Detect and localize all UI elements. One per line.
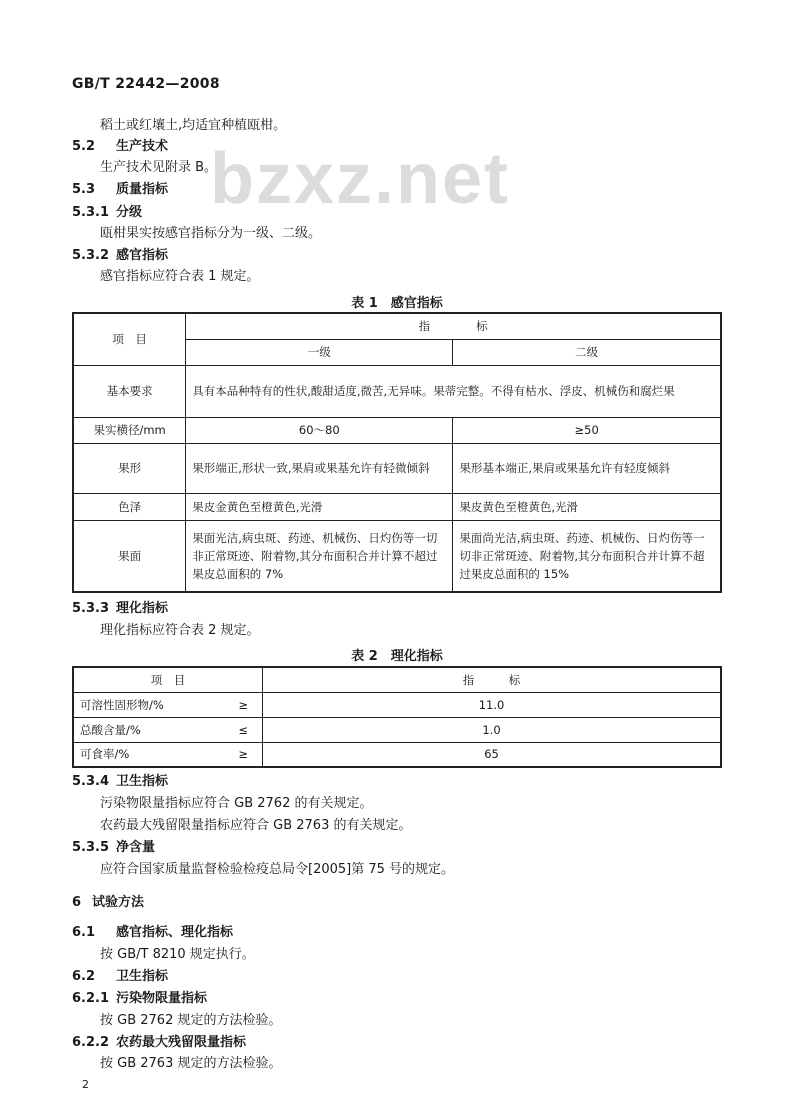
section-6-2-1-heading	[72, 990, 207, 1008]
page-number: 2	[82, 1078, 89, 1091]
section-5-3-3-text: 理化指标应符合表 2 规定。	[100, 623, 260, 638]
section-5-2-heading	[72, 138, 168, 156]
table-row	[73, 365, 721, 417]
table-row	[73, 493, 721, 520]
section-title: 生产技术	[116, 139, 169, 154]
section-title: 理化指标	[116, 601, 169, 616]
row-item: 果实横径/mm	[73, 417, 186, 443]
row-grade-2: 果形基本端正,果肩或果基允许有轻度倾斜	[453, 443, 721, 493]
section-title: 分级	[116, 205, 143, 220]
document-header: GB/T 22442—2008	[72, 76, 220, 92]
row-grade-2: ≥50	[453, 417, 721, 443]
header-index: 指 标	[263, 667, 721, 692]
header-item: 项 目	[73, 667, 263, 692]
section-5-3-4-text-1: 污染物限量指标应符合 GB 2762 的有关规定。	[100, 796, 373, 811]
row-item: 基本要求	[73, 365, 186, 417]
section-5-2-text: 生产技术见附录 B。	[100, 160, 218, 175]
section-title: 农药最大残留限量指标	[116, 1035, 247, 1050]
section-5-3-1-heading	[72, 204, 142, 222]
row-item: 可食率/%	[73, 742, 203, 767]
section-5-3-heading	[72, 181, 168, 199]
row-comparator: ≥	[203, 692, 263, 717]
section-6-2-heading	[72, 968, 168, 986]
table-row	[73, 520, 721, 592]
section-6-1-text: 按 GB/T 8210 规定执行。	[100, 947, 255, 962]
table-row	[73, 692, 721, 717]
section-6-heading	[72, 894, 144, 912]
section-number: 5.3	[72, 182, 96, 197]
header-index: 指 标	[186, 313, 721, 339]
table-row	[73, 742, 721, 767]
section-5-3-5-heading	[72, 839, 155, 857]
section-title: 净含量	[116, 840, 156, 855]
section-number: 5.3.1	[72, 205, 110, 220]
section-6-2-2-heading	[72, 1034, 246, 1052]
section-5-3-2-heading	[72, 247, 168, 265]
section-5-3-3-heading	[72, 600, 168, 618]
row-item: 可溶性固形物/%	[73, 692, 203, 717]
section-title: 卫生指标	[116, 969, 169, 984]
row-merged-value: 具有本品种特有的性状,酸甜适度,微苦,无异味。果蒂完整。不得有枯水、浮皮、机械伤和腐烂果	[186, 365, 721, 417]
section-number: 6.2.1	[72, 991, 110, 1006]
sensory-index-table	[72, 312, 722, 593]
section-number: 5.3.5	[72, 840, 110, 855]
section-number: 5.2	[72, 139, 96, 154]
section-6-2-1-text: 按 GB 2762 规定的方法检验。	[100, 1013, 282, 1028]
section-number: 6.1	[72, 925, 96, 940]
header-grade-2: 二级	[453, 339, 721, 365]
row-value: 65	[263, 742, 721, 767]
row-value: 1.0	[263, 717, 721, 742]
row-grade-1: 60～80	[186, 417, 453, 443]
row-value: 11.0	[263, 692, 721, 717]
section-number: 5.3.4	[72, 774, 110, 789]
section-title: 质量指标	[116, 182, 169, 197]
row-item: 总酸含量/%	[73, 717, 203, 742]
row-grade-2: 果皮黄色至橙黄色,光滑	[453, 493, 721, 520]
intro-text: 稻土或红壤土,均适宜种植瓯柑。	[100, 118, 287, 133]
table-2-title: 表 2 理化指标	[351, 649, 443, 664]
physicochemical-index-table	[72, 666, 722, 768]
row-comparator: ≤	[203, 717, 263, 742]
row-item: 色泽	[73, 493, 186, 520]
section-number: 5.3.3	[72, 601, 110, 616]
section-5-3-2-text: 感官指标应符合表 1 规定。	[100, 269, 260, 284]
section-title: 卫生指标	[116, 774, 169, 789]
watermark: bzxz.net	[210, 139, 511, 219]
row-grade-1: 果皮金黄色至橙黄色,光滑	[186, 493, 453, 520]
table-row	[73, 443, 721, 493]
row-item: 果面	[73, 520, 186, 592]
row-comparator: ≥	[203, 742, 263, 767]
table-1-title: 表 1 感官指标	[351, 296, 443, 311]
row-item: 果形	[73, 443, 186, 493]
section-number: 5.3.2	[72, 248, 110, 263]
row-grade-1: 果面光洁,病虫斑、药迹、机械伤、日灼伤等一切非正常斑迹、附着物,其分布面积合并计算不超过果皮总面积的 7%	[186, 520, 453, 592]
section-title: 感官指标、理化指标	[116, 925, 234, 940]
row-grade-1: 果形端正,形状一致,果肩或果基允许有轻微倾斜	[186, 443, 453, 493]
section-title: 试验方法	[92, 895, 145, 910]
section-title: 感官指标	[116, 248, 169, 263]
section-5-3-4-heading	[72, 773, 168, 791]
section-5-3-4-text-2: 农药最大残留限量指标应符合 GB 2763 的有关规定。	[100, 818, 412, 833]
table-row	[73, 417, 721, 443]
row-grade-2: 果面尚光洁,病虫斑、药迹、机械伤、日灼伤等一切非正常斑迹、附着物,其分布面积合并计算不超过果皮总面积的 15%	[453, 520, 721, 592]
section-number: 6.2	[72, 969, 96, 984]
header-grade-1: 一级	[186, 339, 453, 365]
table-row	[73, 717, 721, 742]
header-item: 项 目	[73, 313, 186, 365]
section-6-1-heading	[72, 924, 233, 942]
section-6-2-2-text: 按 GB 2763 规定的方法检验。	[100, 1056, 282, 1071]
section-title: 污染物限量指标	[116, 991, 208, 1006]
section-5-3-5-text: 应符合国家质量监督检验检疫总局令[2005]第 75 号的规定。	[100, 862, 455, 877]
section-number: 6	[72, 895, 82, 910]
section-number: 6.2.2	[72, 1035, 110, 1050]
section-5-3-1-text: 瓯柑果实按感官指标分为一级、二级。	[100, 226, 322, 241]
